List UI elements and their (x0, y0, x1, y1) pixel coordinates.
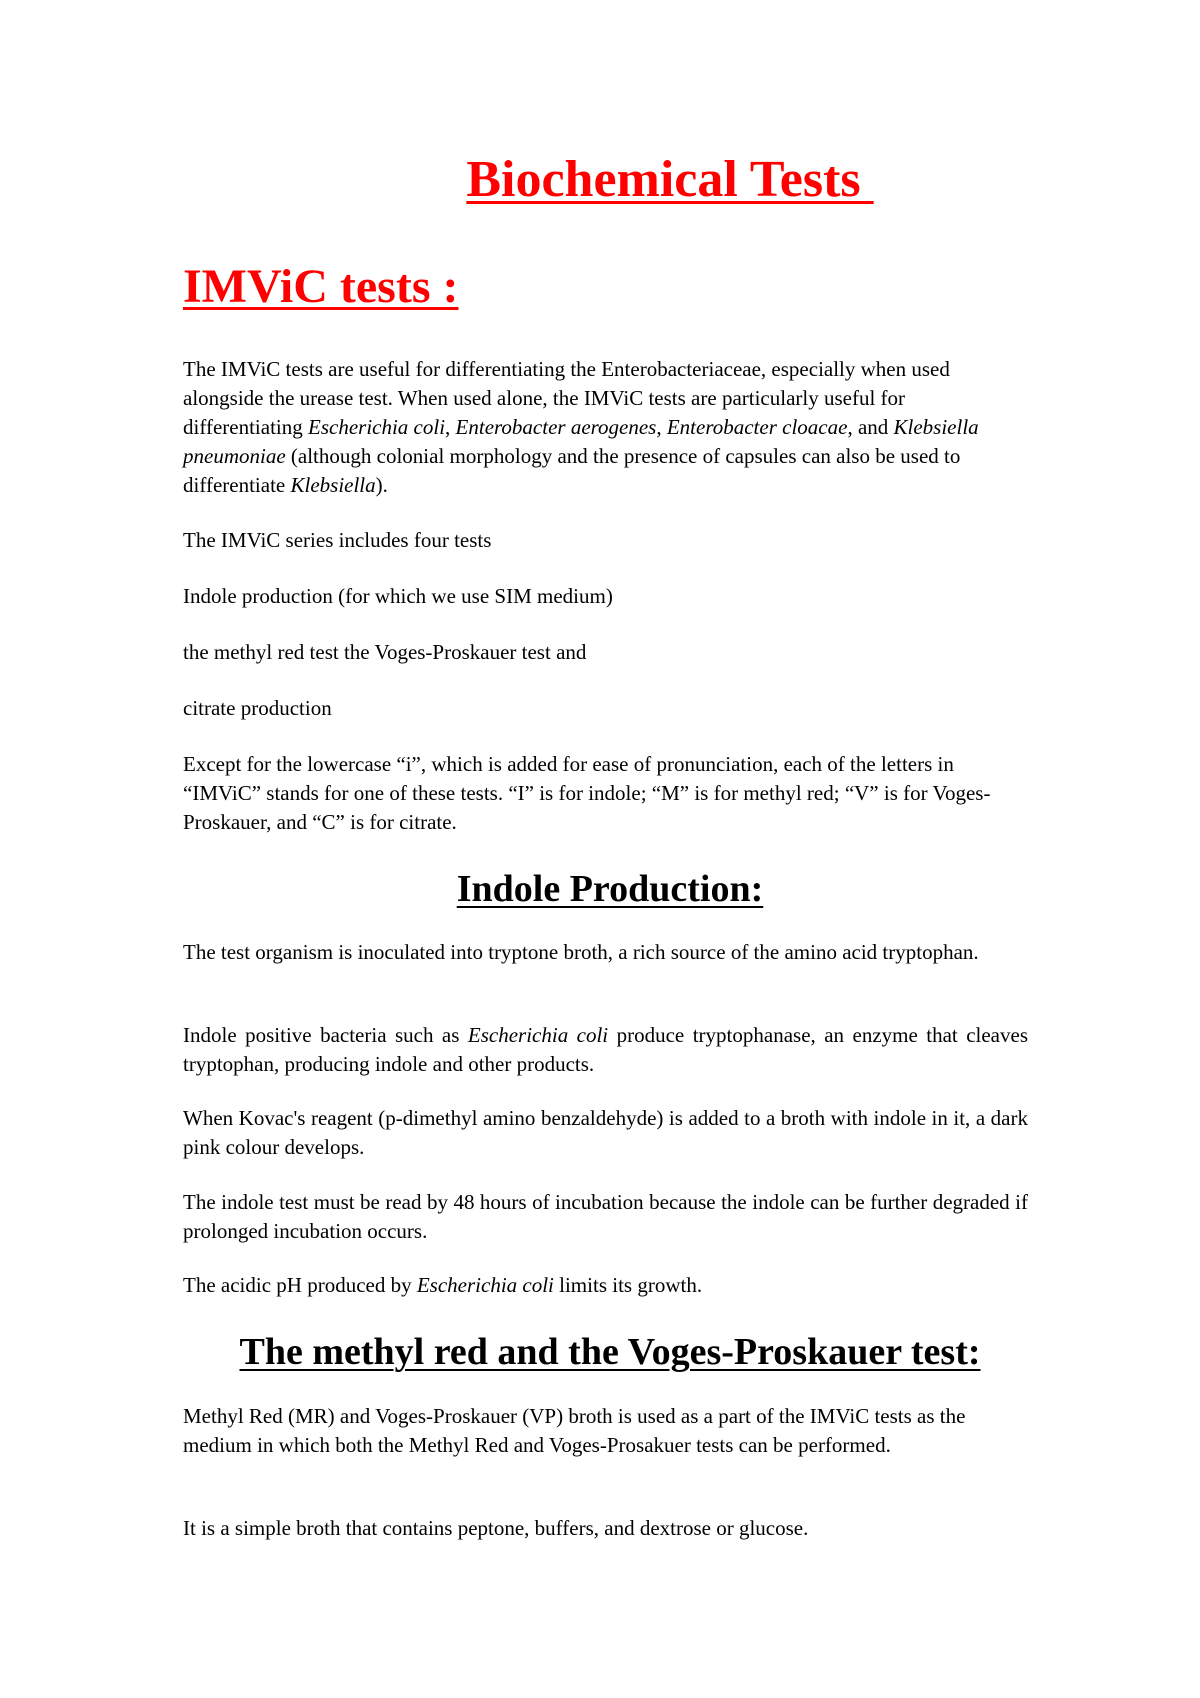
test-item-mr-vp: the methyl red test the Voges-Proskauer test and (183, 640, 587, 664)
mr-vp-section-heading: The methyl red and the Voges-Proskauer test: (239, 1331, 981, 1373)
intro-text: ). (375, 473, 388, 497)
imvic-intro-paragraph (183, 355, 1028, 500)
indole-paragraph-3: When Kovac's reagent (p-dimethyl amino benzaldehyde) is added to a broth with indole in it, a dark pink colour develops. (183, 1106, 1028, 1159)
test-item-indole: Indole production (for which we use SIM medium) (183, 584, 613, 608)
indole-p2-text: produce tryptophanase, an enzyme that cleaves tryptophan, producing indole and other products. (183, 1023, 1029, 1076)
indole-p2-text: Indole positive bacteria such as (183, 1023, 468, 1047)
indole-p2-organism: Escherichia coli (467, 1023, 609, 1047)
indole-p5-text: limits its growth. (553, 1273, 703, 1297)
mr-vp-paragraph-1: Methyl Red (MR) and Voges-Proskauer (VP) broth is used as a part of the IMViC tests as the medium in which both the Methyl Red and Voges-Prosakuer tests can be performed. (183, 1404, 966, 1457)
intro-text: The IMViC tests are useful for differentiating the Enterobacteriaceae, especially when used alongside the urease test. When used alone, the IMViC tests are particularly useful for differentiating (183, 357, 950, 439)
mr-vp-paragraph-2: It is a simple broth that contains peptone, buffers, and dextrose or glucose. (183, 1516, 809, 1540)
indole-paragraph-5 (183, 1271, 1028, 1300)
imvic-heading: IMViC tests : (183, 260, 459, 313)
letters-explanation: Except for the lowercase “i”, which is added for ease of pronunciation, each of the letters in “IMViC” stands for one of these tests. “I” is for indole; “M” is for methyl red; “V” is for Voges-Proskauer, and “C” is for citrate. (183, 752, 991, 834)
series-intro: The IMViC series includes four tests (183, 528, 492, 552)
indole-p5-text: The acidic pH produced by (183, 1273, 417, 1297)
test-item-citrate: citrate production (183, 696, 332, 720)
indole-section-heading: Indole Production: (456, 868, 764, 910)
intro-text: (although colonial morphology and the presence of capsules can also be used to differentiate (183, 444, 961, 497)
intro-text: , and (847, 415, 894, 439)
intro-text: , (656, 415, 667, 439)
indole-paragraph-2 (183, 1021, 1028, 1079)
intro-organism: Klebsiella pneumoniae (183, 415, 979, 468)
indole-paragraph-4: The indole test must be read by 48 hours of incubation because the indole can be further degraded if prolonged incubation occurs. (183, 1190, 1028, 1243)
document-title: Biochemical Tests (466, 151, 874, 208)
intro-organism: Enterobacter cloacae (666, 415, 848, 439)
intro-organism: Enterobacter aerogenes (455, 415, 657, 439)
indole-paragraph-1: The test organism is inoculated into tryptone broth, a rich source of the amino acid tryptophan. (183, 940, 979, 964)
intro-organism: Escherichia coli (308, 415, 446, 439)
intro-text: , (445, 415, 456, 439)
intro-organism: Klebsiella (290, 473, 376, 497)
indole-p5-organism: Escherichia coli (416, 1273, 554, 1297)
